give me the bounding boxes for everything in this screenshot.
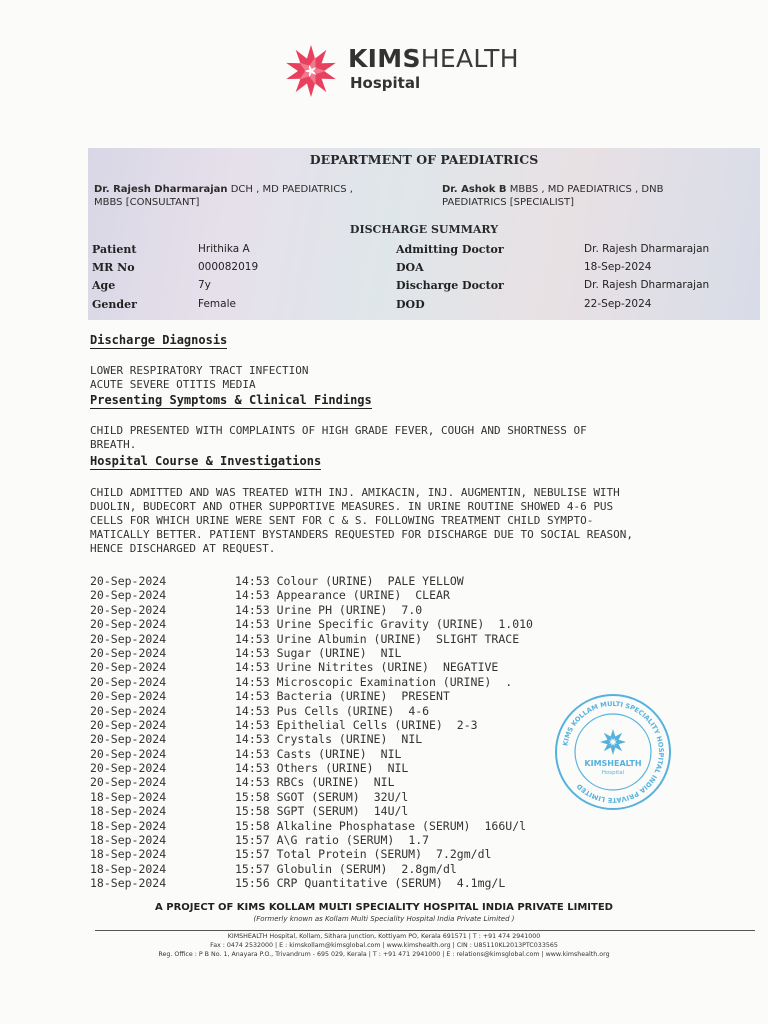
footer-divider [95,930,755,931]
svg-text:KIMSHEALTH: KIMSHEALTH [584,759,642,768]
lab-result-value: 7.2gm/dl [436,847,492,862]
lab-result-row [90,876,533,890]
lab-result-date: 18-Sep-2024 [90,847,167,862]
footer-reg-office: Reg. Office : P B No. 1, Anayara P.O., Trivandrum - 695 029, Kerala | T : +91 471 2941000 | E : relations@kimsglobal.com | www.kimshealth.org [158,951,610,958]
diagnosis-heading: Discharge Diagnosis [90,333,228,347]
lab-result-test: Bacteria (URINE) [276,689,388,704]
lab-result-value: PALE YELLOW [387,574,464,588]
lab-result-value: NIL [373,775,395,790]
lab-result-row [90,603,533,617]
lab-result-row [90,588,533,602]
lab-result-time: 14:53 [235,674,270,689]
symptoms-heading: Presenting Symptoms & Clinical Findings [90,393,372,407]
lab-result-test: A\G ratio (SERUM) [276,833,395,848]
lab-result-date: 18-Sep-2024 [90,804,167,819]
lab-result-date: 20-Sep-2024 [90,732,167,747]
lab-result-time: 14:53 [235,775,270,790]
svg-text:KIMS KOLLAM MULTI SPECIALITY H: KIMS KOLLAM MULTI SPECIALITY HOSPITAL INDIA PRIVATE LIMITED [561,699,666,805]
lab-result-date: 20-Sep-2024 [90,645,167,660]
lab-result-value: 166U/l [484,818,527,833]
lab-result-date: 20-Sep-2024 [90,617,167,632]
lab-result-test: Epithelial Cells (URINE) [276,717,443,732]
hospital-seal-stamp [553,692,673,812]
lab-result-test: Crystals (URINE) [276,732,388,747]
lab-result-test: Urine PH (URINE) [276,602,388,617]
lab-result-date: 18-Sep-2024 [90,833,167,848]
lab-result-row [90,660,533,674]
lab-result-value: PRESENT [401,689,450,704]
lab-result-test: Urine Albumin (URINE) [276,631,423,646]
lab-result-date: 20-Sep-2024 [90,660,167,675]
lab-result-time: 14:53 [235,732,270,747]
course-heading: Hospital Course & Investigations [90,454,322,468]
lab-result-date: 20-Sep-2024 [90,761,167,776]
lab-result-date: 20-Sep-2024 [90,631,167,646]
patient-row: Patient Hrithika A Admitting Doctor Dr. Rajesh Dharmarajan [92,243,710,256]
lab-result-test: SGPT (SERUM) [276,804,360,819]
lab-result-time: 15:58 [235,789,270,804]
lab-result-date: 20-Sep-2024 [90,674,167,689]
lab-result-test: Urine Nitrites (URINE) [276,660,429,675]
lab-result-time: 15:58 [235,804,270,819]
lab-result-value: 14U/l [373,804,409,819]
lab-result-time: 14:53 [235,717,270,732]
footer-project-line: A PROJECT OF KIMS KOLLAM MULTI SPECIALITY HOSPITAL INDIA PRIVATE LIMITED [155,902,613,913]
lab-result-value: NIL [380,645,402,660]
lab-result-value: 1.7 [408,833,430,848]
hospital-logo [282,40,552,100]
lab-result-date: 20-Sep-2024 [90,574,167,588]
lab-result-row [90,689,533,703]
lab-result-time: 15:58 [235,818,270,833]
lab-result-time: 15:57 [235,833,270,848]
lab-result-test: Sugar (URINE) [276,645,367,660]
lab-result-date: 20-Sep-2024 [90,602,167,617]
lab-result-value: NIL [401,732,423,747]
lab-result-time: 14:53 [235,689,270,704]
lab-result-date: 20-Sep-2024 [90,703,167,718]
consultant-doctor: Dr. Rajesh Dharmarajan DCH , MD PAEDIATRICS , MBBS [CONSULTANT] [94,184,353,208]
lab-result-test: RBCs (URINE) [276,775,360,790]
department-title: DEPARTMENT OF PAEDIATRICS [309,152,539,167]
lab-result-date: 18-Sep-2024 [90,789,167,804]
lab-result-row [90,847,533,861]
footer-formerly-line: (Formerly known as Kollam Multi Speciality Hospital India Private Limited ) [253,915,515,923]
lab-result-row [90,632,533,646]
lab-result-row [90,833,533,847]
lab-result-date: 20-Sep-2024 [90,775,167,790]
lab-result-test: Globulin (SERUM) [276,861,388,876]
patient-row: MR No 000082019 DOA 18-Sep-2024 [92,261,652,274]
lab-result-row [90,761,533,775]
lab-result-date: 18-Sep-2024 [90,876,167,891]
footer-contact: Fax : 0474 2532000 | E : kimskollam@kimsglobal.com | www.kimshealth.org | CIN : U85110KL2013PTC033565 [210,942,558,949]
lab-result-value: NIL [380,746,402,761]
lab-result-value: NEGATIVE [442,660,499,675]
lab-result-value: CLEAR [415,588,450,603]
kims-flower-logo-icon [282,42,340,100]
lab-result-time: 14:53 [235,660,270,675]
svg-text:Hospital: Hospital [601,770,625,776]
lab-result-value: 4.1mg/L [456,876,506,891]
header-band [88,148,760,320]
lab-result-date: 20-Sep-2024 [90,689,167,704]
lab-result-test: Microscopic Examination (URINE) [276,674,492,689]
lab-results-list [90,574,533,891]
lab-result-time: 14:53 [235,602,270,617]
patient-row: Gender Female DOD 22-Sep-2024 [92,298,652,311]
lab-result-test: Pus Cells (URINE) [276,703,395,718]
lab-result-time: 14:53 [235,703,270,718]
diagnosis-text: LOWER RESPIRATORY TRACT INFECTION ACUTE SEVERE OTITIS MEDIA [90,364,309,391]
lab-result-row [90,574,533,588]
lab-result-time: 14:53 [235,631,270,646]
lab-result-row [90,747,533,761]
lab-result-value: SLIGHT TRACE [436,631,520,646]
lab-result-row [90,862,533,876]
lab-result-value: 1.010 [498,617,533,632]
lab-result-test: CRP Quantitative (SERUM) [276,876,443,891]
lab-result-date: 18-Sep-2024 [90,861,167,876]
lab-result-test: Others (URINE) [276,761,374,776]
lab-result-time: 14:53 [235,617,270,632]
lab-result-date: 20-Sep-2024 [90,588,167,603]
lab-result-row [90,790,533,804]
lab-result-row [90,675,533,689]
lab-result-row [90,732,533,746]
course-text: CHILD ADMITTED AND WAS TREATED WITH INJ. AMIKACIN, INJ. AUGMENTIN, NEBULISE WITH DUOLIN, BUDECORT AND OTHER SUPPORTIVE MEASURES. IN URINE ROUTINE SHOWED 4-6 PUS CELLS FOR WHICH URINE WERE SENT FOR C & S. FOLLOWING TREATMENT CHILD SYMPTO- MATICALLY BETTER. PATIENT BYSTANDERS REQUESTED FOR DISCHARGE DUE TO SOCIAL REASON, HENCE DISCHARGED AT REQUEST. [90,486,634,555]
lab-result-date: 20-Sep-2024 [90,717,167,732]
lab-result-time: 14:53 [235,645,270,660]
lab-result-row [90,819,533,833]
lab-result-value: 32U/l [373,789,409,804]
lab-result-test: Total Protein (SERUM) [276,847,423,862]
patient-row: Age 7y Discharge Doctor Dr. Rajesh Dharmarajan [92,279,710,292]
lab-result-test: Urine Specific Gravity (URINE) [276,617,485,632]
lab-result-row [90,775,533,789]
lab-result-row [90,704,533,718]
lab-result-test: Casts (URINE) [276,746,367,761]
lab-result-value: 7.0 [401,602,423,617]
lab-result-time: 15:57 [235,847,270,862]
lab-result-test: Appearance (URINE) [276,588,402,603]
lab-result-test: SGOT (SERUM) [276,789,360,804]
lab-result-row [90,646,533,660]
lab-result-time: 14:53 [235,588,270,603]
logo-sub-text: Hospital [350,74,421,92]
lab-result-value: . [505,674,513,689]
lab-result-test: Colour (URINE) [276,574,374,588]
lab-result-time: 15:56 [235,876,270,891]
lab-result-row [90,617,533,631]
lab-result-value: 2.8gm/dl [401,861,457,876]
lab-result-time: 14:53 [235,574,270,588]
lab-result-date: 20-Sep-2024 [90,746,167,761]
discharge-summary-title: DISCHARGE SUMMARY [349,223,499,236]
lab-result-value: NIL [387,761,409,776]
lab-result-value: 2-3 [456,717,478,732]
specialist-doctor: Dr. Ashok B MBBS , MD PAEDIATRICS , DNB PAEDIATRICS [SPECIALIST] [442,184,664,208]
lab-result-row [90,718,533,732]
logo-brand-text: KIMSHEALTH [348,44,519,73]
lab-result-time: 14:53 [235,746,270,761]
lab-result-time: 14:53 [235,761,270,776]
symptoms-text: CHILD PRESENTED WITH COMPLAINTS OF HIGH GRADE FEVER, COUGH AND SHORTNESS OF BREATH. [90,424,587,451]
lab-result-date: 18-Sep-2024 [90,818,167,833]
footer-address: KIMSHEALTH Hospital, Kollam, Sithara Junction, Kottiyam PO, Kerala 691571 | T : +91 474 2941000 [227,933,541,940]
lab-result-time: 15:57 [235,861,270,876]
lab-result-row [90,804,533,818]
lab-result-value: 4-6 [408,703,430,718]
lab-result-test: Alkaline Phosphatase (SERUM) [276,818,471,833]
